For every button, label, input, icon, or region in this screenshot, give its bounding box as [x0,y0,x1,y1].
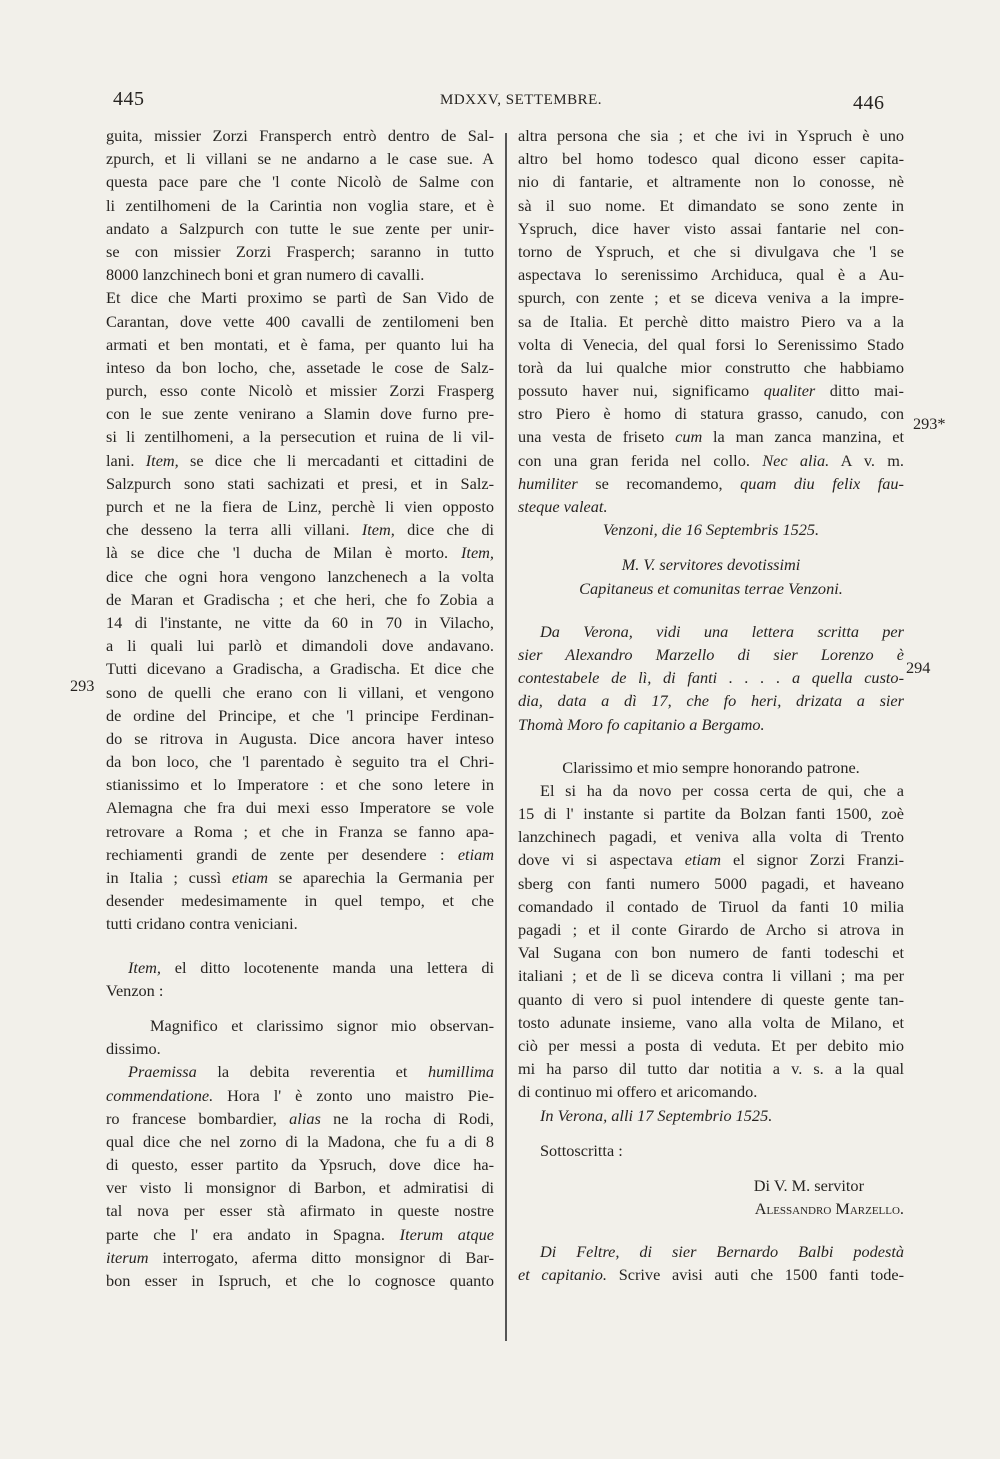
text-line: purch et ne la fiera de Linz, perchè li vien opposto [106,497,494,516]
text-line [106,1223,494,1246]
spacer [518,541,904,553]
text-line [106,518,494,541]
text-run: parte che l' era andato in Spagna. [106,1224,385,1244]
text-line: sberg con fanti numero 5000 pagadi, et haveano [518,873,904,893]
text-line: Yspruch, dice haver visto assai fantarie nel con- [518,218,904,238]
text-line: sà il suo nome. Et dimandato se sono zente in [518,195,904,215]
italic-run: humiliter [518,473,578,493]
italic-run: Item, [145,450,179,470]
text-line [106,956,494,979]
text-line: tal nova per esser stà afirmato in queste nostre [106,1201,494,1221]
spacer [106,936,494,956]
text-run: se aparechia la Germania per [278,868,494,887]
text-run: una vesta de friseto [518,427,665,447]
text-line: Carantan, dove vette 400 cavalli de zentilomeni ben [106,311,494,331]
text-line: comandado il contado de Tiruol da fanti 10 milia [518,896,904,916]
text-line: volta di Venecia, del qual forsi lo Serenissimo Stado [518,334,904,354]
spacer [106,1002,494,1014]
italic-run: Nec alia. [762,450,830,470]
italic-run: Praemissa [128,1062,197,1082]
signature-line: Capitaneus et comunitas terrae Venzoni. [579,578,843,598]
italic-run: qualiter [763,381,816,401]
text-run: con una gran ferida nel collo. [518,450,750,470]
spacer [518,600,904,620]
text-run: possuto haver nui, significamo [518,381,750,401]
text-line: 8000 lanzchinech boni et gran numero di cavalli. [106,265,425,285]
text-line: dissimo. [106,1039,161,1059]
italic-run: etiam [457,844,494,864]
text-line [106,1084,494,1107]
text-line: stianissimo et lo Imperatore : et che sono letere in [106,775,494,795]
spacer [518,1162,904,1174]
italic-run: Item, [361,520,395,540]
text-line: retrovare a Roma ; et che in Franza se fanno apa- [106,821,494,841]
italic-run: etiam [231,868,269,887]
italic-run: iterum [106,1247,149,1267]
signature-line: Di V. M. servitor [753,1175,864,1195]
text-line: pagadi ; et il conte Girardo de Archo si atrova in [518,920,904,939]
text-run: dove vi si aspectava [518,850,673,870]
text-line: Tutti dicevano a Gradischa, a Gradischa. Et dice che [106,659,494,679]
text-line: desender medesimamente in quel tempo, et che [106,891,494,911]
italic-run: Iterum atque [399,1224,494,1244]
text-line: 15 di l' instante si partite da Bolzan fanti 1500, zoè [518,804,904,824]
text-line: nio di fantarie, et altramente non lo conosse, nè [518,172,904,192]
text-line: si li zentilhomeni, a la persecution et ruina de li vil- [106,427,494,447]
text-line: stro Piero è homo di statura grasso, canudo, con [518,404,904,424]
text-line: purch, esso conte Nicolò et missier Zorzi Frasperg [106,381,494,401]
text-run: rechiamenti grandi de zente per desendere : [106,844,445,864]
text-run: che desseno la terra alli villani. [106,520,350,540]
text-line: a li quali lui parlò et dimandoli dove andavano. [106,636,494,656]
italic-run: alias [289,1108,321,1128]
text-line [518,848,904,871]
text-run: dice che di [407,520,495,540]
text-line: Venzon : [106,980,164,1000]
text-line: dia, data a dì 17, che fo heri, drizata a sier [518,691,904,711]
text-line: guita, missier Zorzi Fransperch entrò dentro de Sal- [106,126,494,145]
text-run: Hora l' è zonto uno maistro Pie- [227,1085,494,1105]
text-line: italiani ; et de lì se diceva contra li villani ; ma per [518,966,904,986]
page-number-left: 445 [113,88,145,110]
text-line: armati et ben montati, et è fama, per quanto lui ha [106,334,494,354]
spacer [518,1220,904,1240]
page-header [0,0,1000,130]
italic-run: commendatione. [106,1085,214,1105]
text-line [518,425,904,448]
text-line: inteso da bon locho, che, assetade le cose de Salz- [106,357,494,377]
text-line: ver visto li monsignor di Barbon, et admiratisi di [106,1178,494,1198]
text-line [518,1263,904,1286]
spacer [518,1127,904,1139]
text-line: di continuo mi offero et aricomando. [518,1082,758,1102]
text-line: con le sue zente venirano a Slamin dove furno pre- [106,404,494,424]
text-line: 14 di l'instante, ne vitte da 60 in 70 in Vilacho, [106,612,494,632]
text-line: andato a Salzpurch con tutte le sue zente per unir- [106,218,494,238]
margin-number-right-294: 294 [906,658,931,677]
text-line: Sottoscritta : [540,1140,623,1160]
italic-run: Item, [461,543,494,563]
text-line: Val Sugana con bon numero de fanti todeschi et [518,943,904,963]
text-line: Magnifico et clarissimo signor mio observan- [150,1015,494,1035]
text-line [106,843,494,866]
text-run: ne la rocha di Rodi, [333,1108,494,1128]
text-line [518,449,904,472]
text-line [106,866,494,889]
text-line: ciò per messi a posta di veduta. Et per debito mio [518,1035,904,1055]
text-run: se recomandemo, [595,473,723,493]
text-line [106,1246,494,1269]
running-head: MDXXV, SETTEMBRE. [440,92,602,108]
text-line: quanto di vero si puol intendere di queste gente tan- [518,989,904,1009]
text-line: da bon loco, che 'l parentado è seguito tra el Chri- [106,752,494,772]
text-run: la debita reverentia et [217,1062,408,1082]
text-line: tosto adunate insieme, vano alla volta de Milano, et [518,1012,904,1032]
text-run: A v. m. [840,450,905,470]
left-column [106,124,494,1292]
margin-number-right-293: 293* [913,414,946,433]
text-run: lani. [106,450,135,470]
signature-name: Alessandro Marzello. [754,1199,904,1219]
text-line: sier Alexandro Marzello di sier Lorenzo è [518,644,904,664]
text-line: lanzchinech pagadi, et veniva alla volta di Trento [518,827,904,847]
text-line: contestabele de lì, di fanti . . . . a quella custo- [518,668,904,688]
text-line: de ordine del Principe, et che 'l principe Ferdinan- [106,705,494,725]
text-line [106,1107,494,1130]
page-number-right: 446 [853,92,885,114]
text-line: mi ha parso dil tutto dar notitia a v. s. a la qual [518,1059,904,1079]
right-column [518,124,904,1287]
text-line [106,1060,494,1083]
italic-run: Item, [128,957,161,977]
signature-line: M. V. servitores devotissimi [621,555,801,575]
text-line [518,379,904,402]
italic-run: quam diu felix fau- [740,473,904,493]
text-line: Clarissimo et mio sempre honorando patrone. [562,757,860,777]
spacer [518,736,904,756]
text-line: Salzpurch sono stati sachizati et presi, et in Salz- [106,473,494,493]
text-line: steque valeat. [518,497,608,516]
column-divider [505,133,507,1341]
letter-dateline: Venzoni, die 16 Septembris 1525. [602,520,820,540]
italic-run: cum [675,427,703,447]
text-line: dice che ogni hora vengono lanzchenech a la volta [106,566,494,586]
text-line: altra persona che sia ; et che ivi in Yspruch è uno [518,126,904,145]
text-line: li zentilhomeni de la Carintia non voglia stare, et è [106,195,494,215]
text-line [518,472,904,495]
italic-run: etiam [684,850,721,870]
italic-run: humillima [427,1062,495,1082]
text-line: altro bel homo todesco qual dicono esser capita- [518,149,904,169]
text-run: el signor Zorzi Franzi- [733,850,905,870]
text-line: Et dice che Marti proximo se partì de San Vido de [106,288,494,308]
italic-run: et capitanio. [518,1265,608,1285]
text-run: ditto mai- [829,381,904,401]
text-line: Da Verona, vidi una lettera scritta per [540,621,904,641]
text-run: interrogato, aferma ditto monsignor di Bar- [162,1247,494,1267]
text-line: torno de Yspruch, et che si divulgava che 'l se [518,241,904,261]
text-line: sa de Italia. Et perchè ditto maistro Piero va a la [518,311,904,331]
text-line: zpurch, et li villani se ne andarno a le case sue. A [106,149,494,169]
text-run: là se dice che 'l ducha de Milan è morto. [106,543,449,563]
text-run: el ditto locotenente manda una lettera di [174,957,494,977]
text-line: Alemagna che fra dui mexi esso Imperatore se vole [106,798,494,818]
text-line: do se ritrova in Augusta. Dice ancora haver inteso [106,728,494,748]
text-line: qual dice che nel zorno di la Madona, che fu a di 8 [106,1131,494,1151]
text-line: Di Feltre, di sier Bernardo Balbi podestà [540,1242,904,1262]
text-line: Thomà Moro fo capitanio a Bergamo. [518,714,765,734]
text-line: bon esser in Ispruch, et che lo cognosce quanto [106,1271,494,1290]
text-run: ro francese bombardier, [106,1108,277,1128]
letter-dateline: In Verona, alli 17 Septembrio 1525. [540,1105,773,1125]
text-line: spurch, con zente ; et se diceva veniva a la impre- [518,288,904,308]
text-line: torà da lui qualche mior construtto che habbiamo [518,357,904,377]
text-line: sono de quelli che erano con li villani, et vengono [106,682,494,702]
text-line: se con missier Zorzi Frasperch; saranno in tutto [106,241,494,261]
text-line: questa pace pare che 'l conte Nicolò de Salme con [106,172,494,192]
text-line: di questo, esser partito da Ypsruch, dove dice ha- [106,1155,494,1175]
text-line [106,541,494,564]
margin-number-left: 293 [70,676,95,695]
text-line: tutti cridano contra veniciani. [106,914,298,934]
text-line: El si ha da novo per cossa certa de qui, che a [540,780,904,800]
text-run: se dice che li mercadanti et cittadini de [190,450,494,470]
text-line: de Maran et Gradischa ; et che heri, che fo Zobia a [106,589,494,609]
text-run: la man zanca manzina, et [713,427,904,447]
text-run: in Italia ; cussì [106,868,222,887]
text-run: Scrive avisi auti che 1500 fanti tode- [618,1265,905,1285]
text-line [106,449,494,472]
text-line: aspectava lo serenissimo Archiduca, qual è a Au- [518,265,904,285]
